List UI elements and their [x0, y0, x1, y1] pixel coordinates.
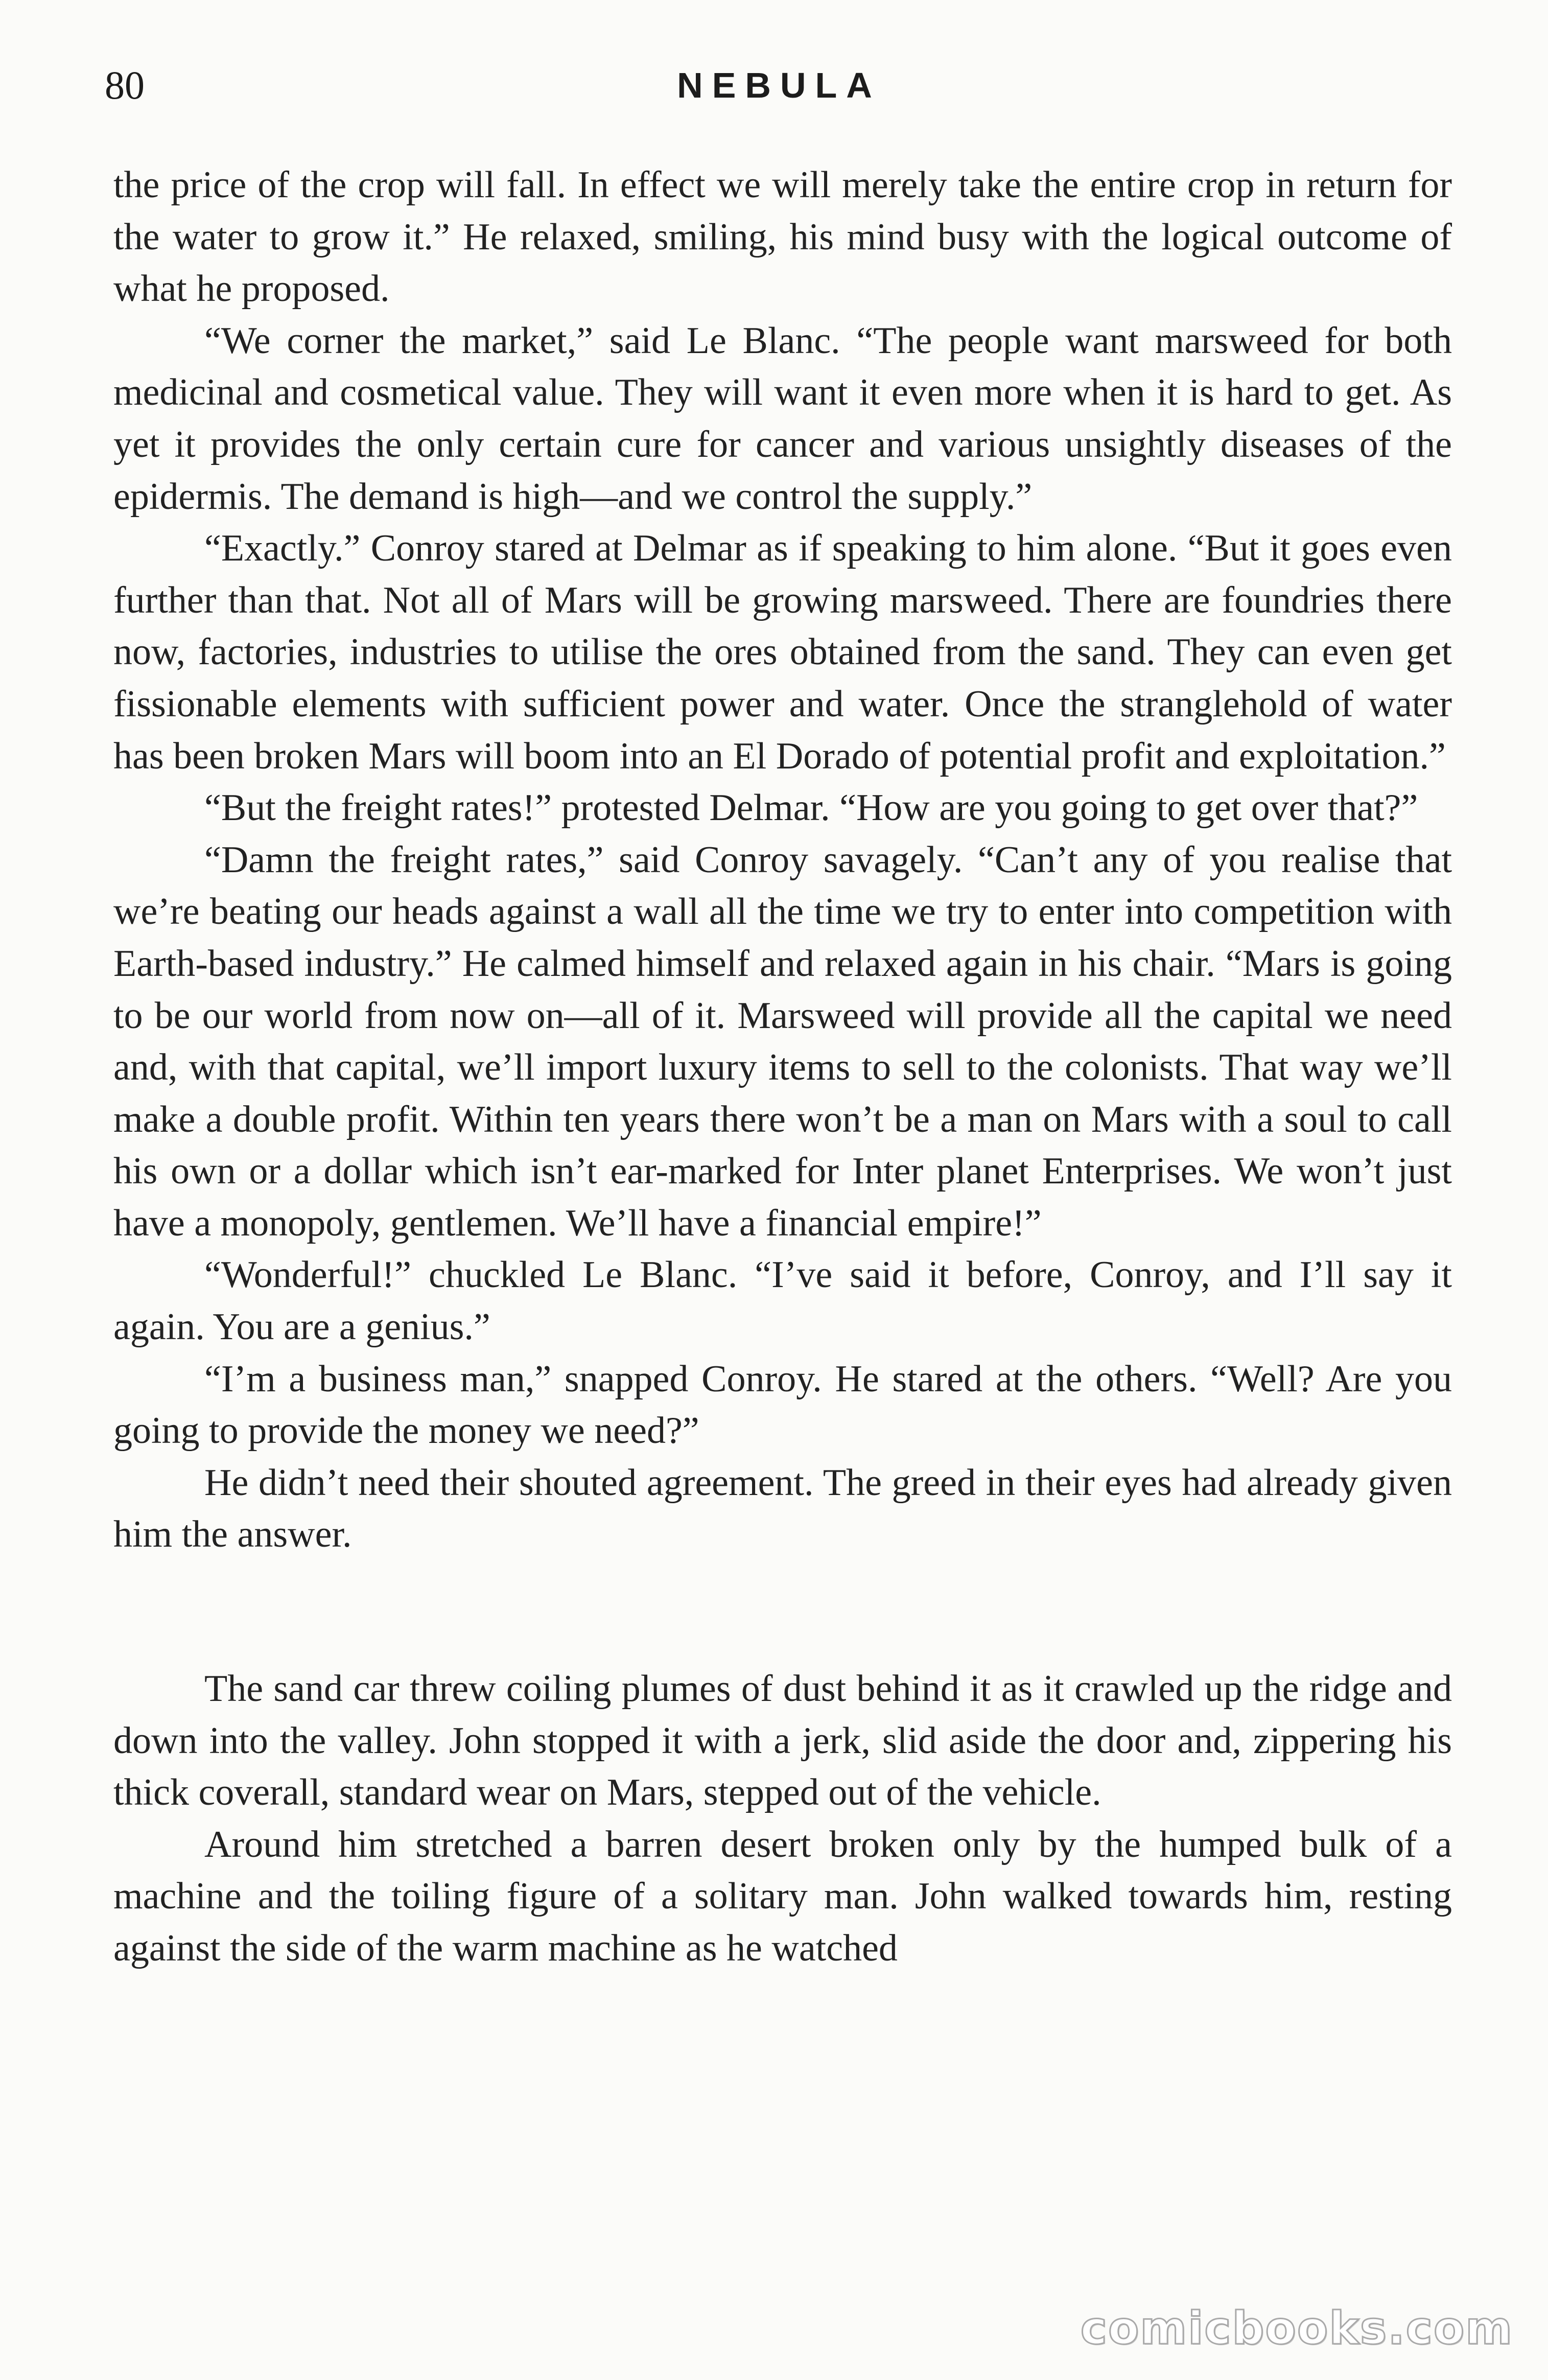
watermark: comicbooks.com — [1080, 2302, 1513, 2354]
paragraph: “I’m a business man,” snapped Conroy. He stared at the others. “Well? Are you going to provide the money we need?” — [113, 1358, 1452, 1452]
paragraph: “Damn the freight rates,” said Conroy savagely. “Can’t any of you realise that we’re beating our heads against a wall all the time we try to enter into competition with Earth-based industry.” He calmed himself and relaxed again in his chair. “Mars is going to be our world from now on—all of it. Marsweed will provide all the capital we need and, with that capital, we’ll import luxury items to sell to the colonists. That way we’ll make a double profit. Within ten years there won’t be a man on Mars with a soul to call his own or a dollar which isn’t ear-marked for Inter planet Enterprises. We won’t just have a monopoly, gentlemen. We’ll have a financial empire!” — [113, 838, 1452, 1244]
paragraph: “Wonderful!” chuckled Le Blanc. “I’ve said it before, Conroy, and I’ll say it again. You are a genius.” — [113, 1254, 1452, 1348]
paragraph: “Exactly.” Conroy stared at Delmar as if speaking to him alone. “But it goes even further than that. Not all of Mars will be growing marsweed. There are foundries there now, factories, industries to utilise the ores obtained from the sand. They can even get fissionable elements with sufficient power and water. Once the stranglehold of water has been broken Mars will boom into an El Dorado of potential profit and exploitation.” — [113, 527, 1452, 777]
paragraph: the price of the crop will fall. In effect we will merely take the entire crop in return for the water to grow it.” He relaxed, smiling, his mind busy with the logical outcome of what he proposed. — [113, 164, 1452, 310]
page-number: 80 — [105, 63, 145, 107]
story-text — [113, 159, 1452, 1975]
paragraph: “But the freight rates!” protested Delmar. “How are you going to get over that?” — [204, 787, 1418, 829]
magazine-title: NEBULA — [677, 65, 881, 105]
paragraph: Around him stretched a barren desert broken only by the humped bulk of a machine and the toiling figure of a solitary man. John walked towards him, resting against the side of the warm machine as he watched — [113, 1823, 1452, 1969]
paragraph: The sand car threw coiling plumes of dust behind it as it crawled up the ridge and down into the valley. John stopped it with a jerk, slid aside the door and, zippering his thick coverall, standard wear on Mars, stepped out of the vehicle. — [113, 1668, 1452, 1814]
running-head — [105, 57, 1453, 113]
paragraph: “We corner the market,” said Le Blanc. “The people want marsweed for both medicinal and cosmetical value. They will want it even more when it is hard to get. As yet it provides the only certain cure for cancer and various unsightly diseases of the epidermis. The demand is high—and we control the supply.” — [113, 319, 1452, 518]
paragraph: He didn’t need their shouted agreement. The greed in their eyes had already given him the answer. — [113, 1461, 1452, 1556]
